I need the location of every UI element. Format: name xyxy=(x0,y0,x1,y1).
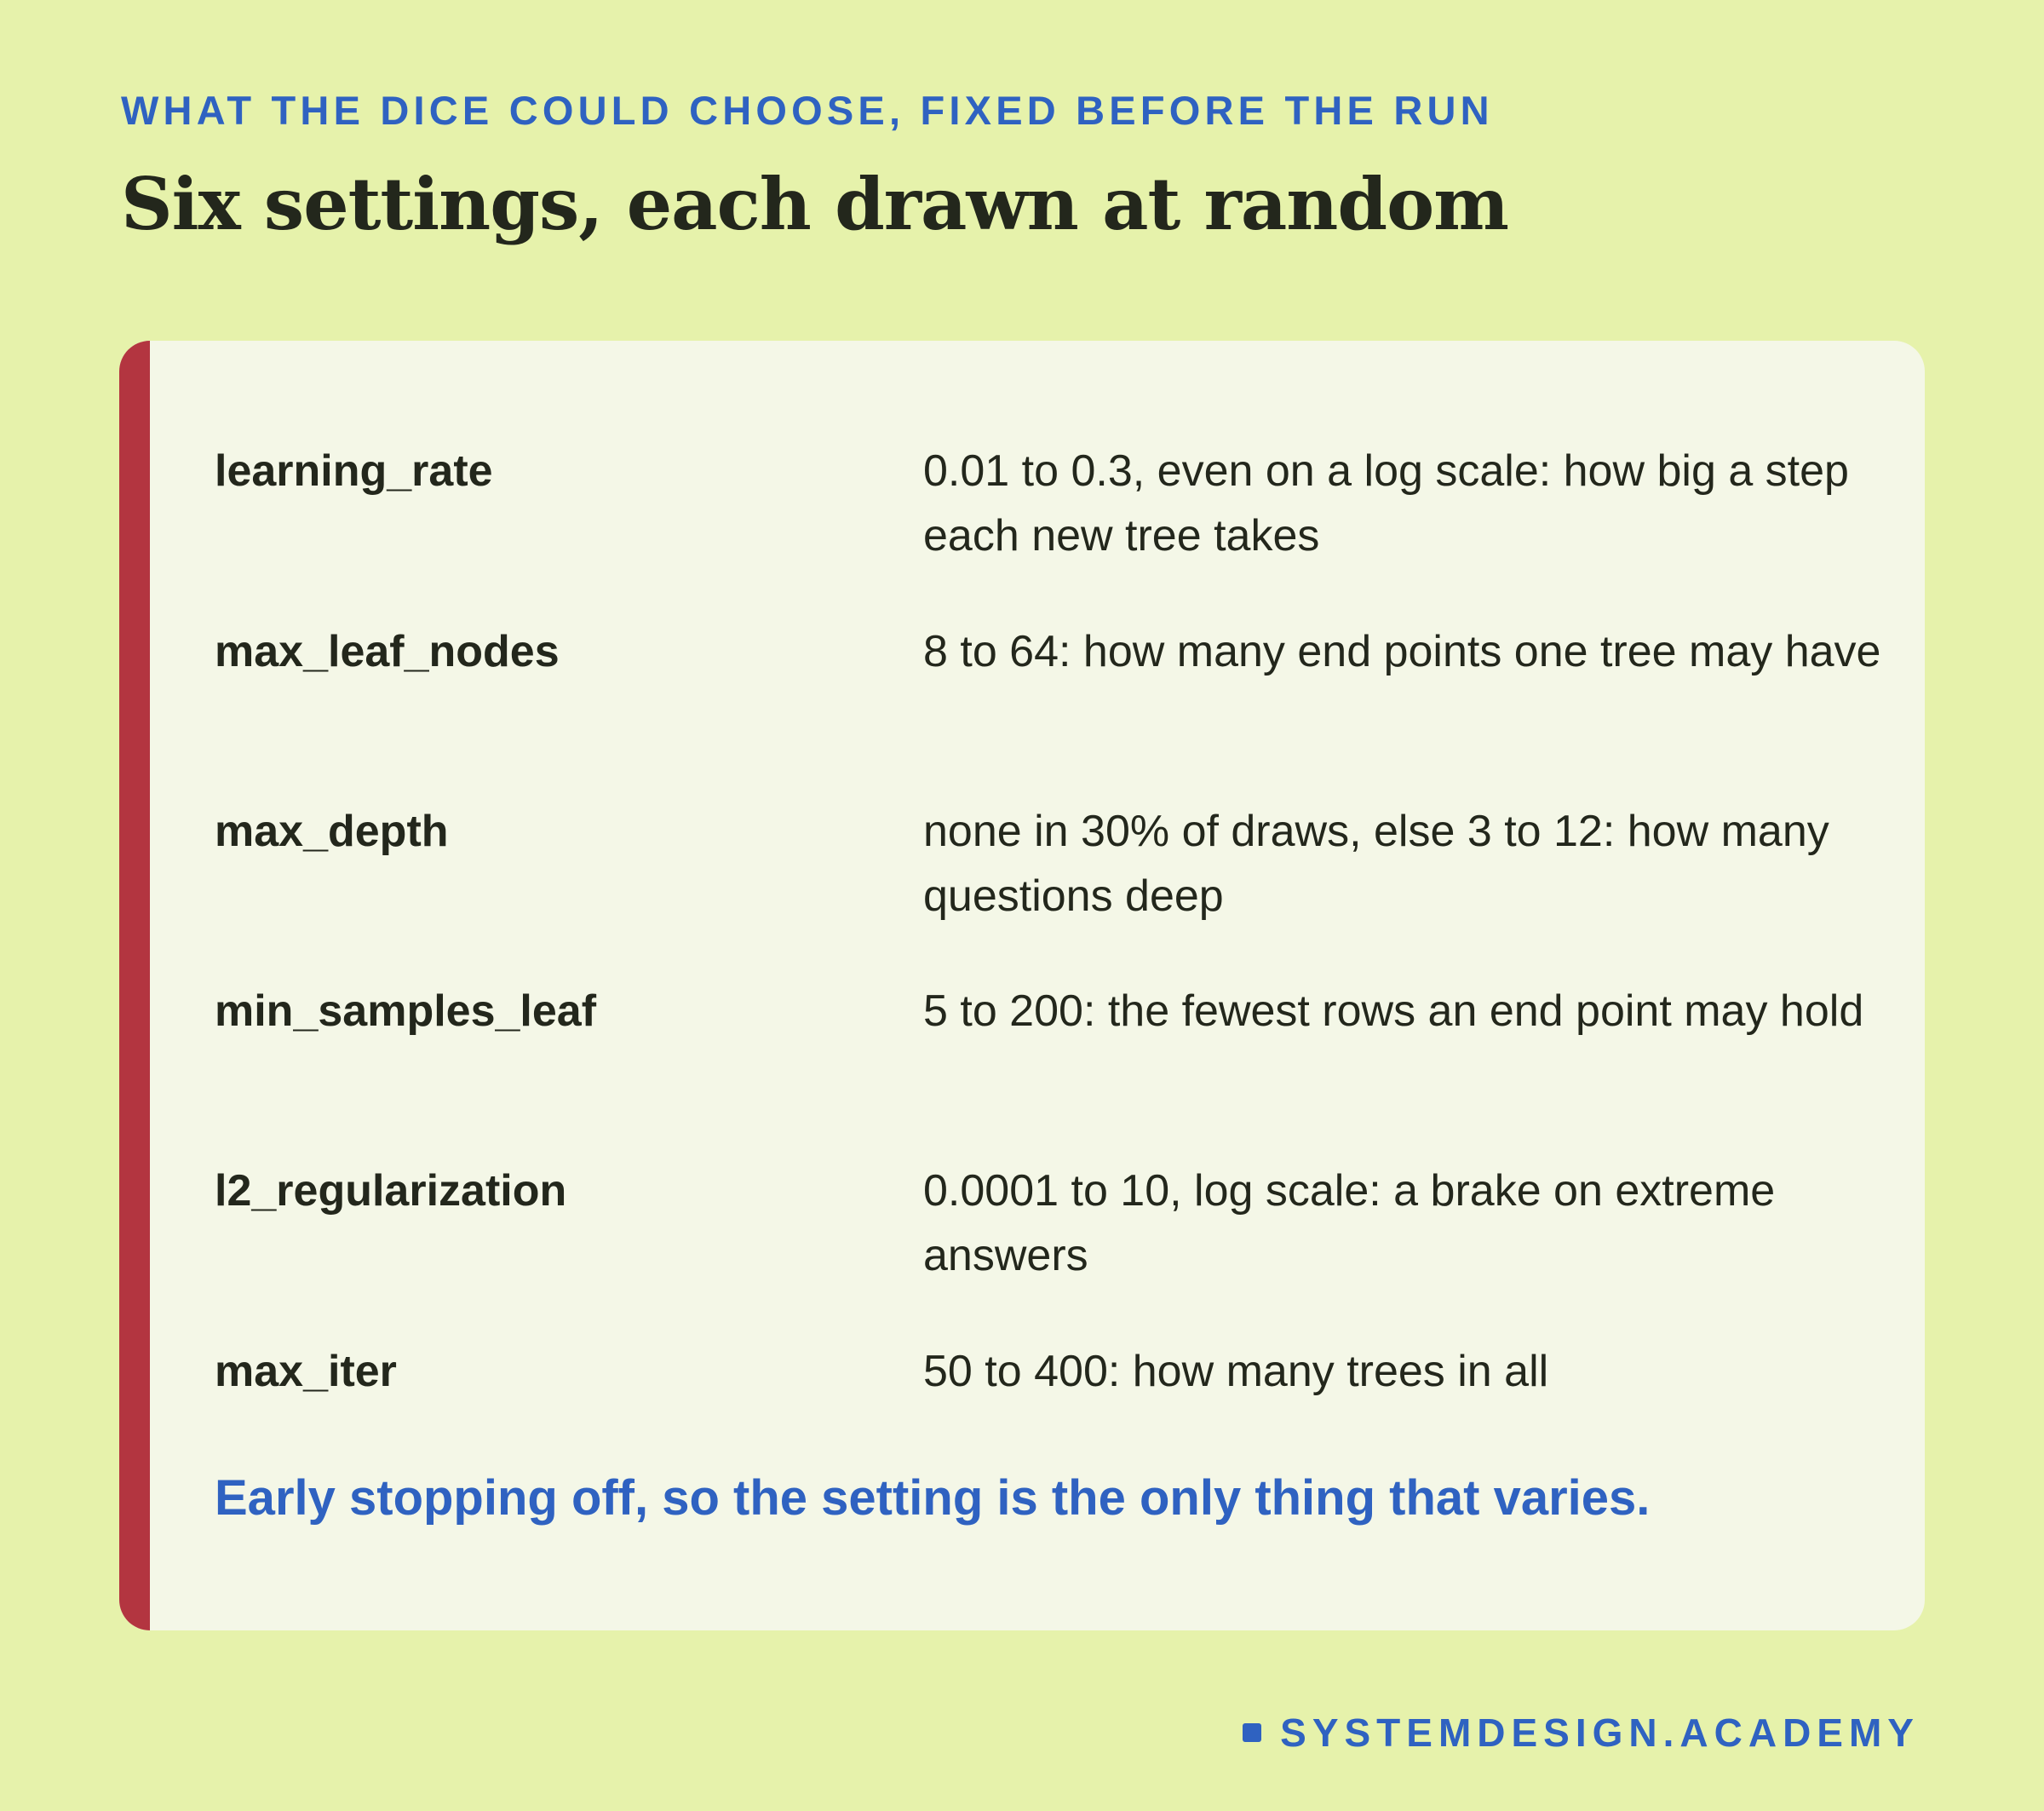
footnote: Early stopping off, so the setting is the only thing that varies. xyxy=(215,1470,1651,1526)
brand-square-icon xyxy=(1243,1723,1261,1742)
setting-name: l2_regularization xyxy=(215,1166,567,1216)
setting-name: max_depth xyxy=(215,807,449,856)
setting-name: min_samples_leaf xyxy=(215,986,597,1036)
eyebrow-label: WHAT THE DICE COULD CHOOSE, FIXED BEFORE THE RUN xyxy=(121,88,1494,133)
brand-mark xyxy=(1243,1710,1920,1756)
setting-description: none in 30% of draws, else 3 to 12: how many questions deep xyxy=(923,807,1829,921)
card-accent-bar xyxy=(119,341,150,1630)
setting-description: 8 to 64: how many end points one tree may have xyxy=(923,627,1881,676)
setting-description: 50 to 400: how many trees in all xyxy=(923,1347,1549,1396)
settings-card xyxy=(119,341,1925,1630)
setting-description: 5 to 200: the fewest rows an end point may hold xyxy=(923,986,1864,1036)
setting-description: 0.0001 to 10, log scale: a brake on extreme answers xyxy=(923,1166,1776,1280)
setting-description: 0.01 to 0.3, even on a log scale: how big a step each new tree takes xyxy=(923,446,1849,561)
page-title: Six settings, each drawn at random xyxy=(121,162,1508,246)
setting-name: max_leaf_nodes xyxy=(215,627,560,676)
setting-name: max_iter xyxy=(215,1347,397,1396)
setting-name: learning_rate xyxy=(215,446,493,496)
brand-name: SYSTEMDESIGN.ACADEMY xyxy=(1280,1710,1920,1755)
